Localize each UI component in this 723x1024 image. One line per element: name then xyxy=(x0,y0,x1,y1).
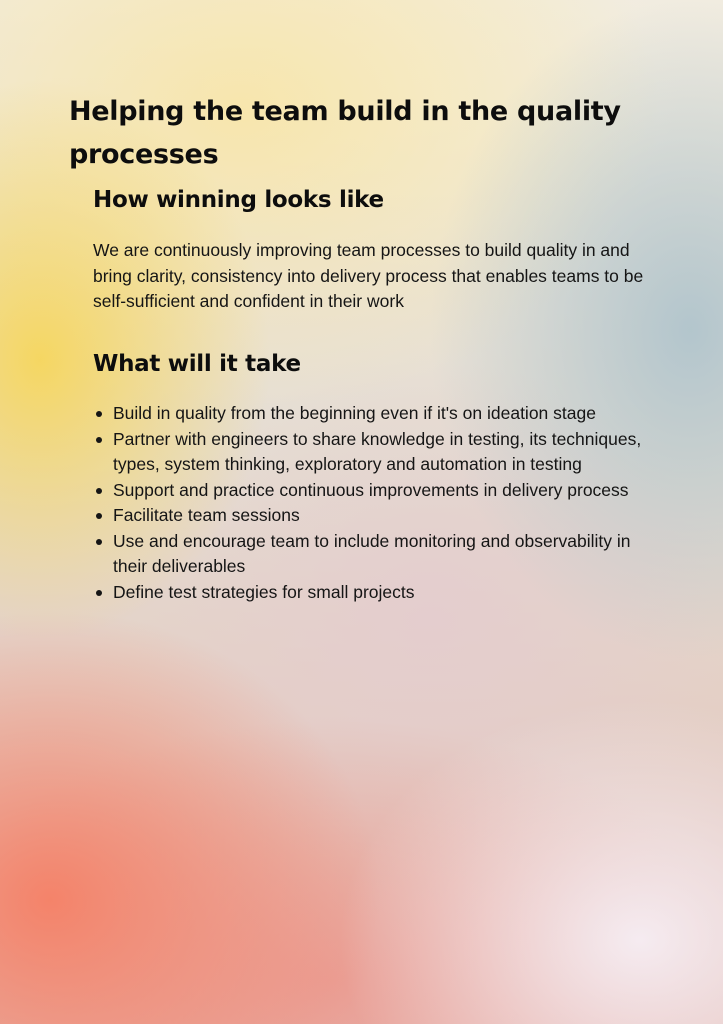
list-item-text: Facilitate team sessions xyxy=(113,505,300,525)
winning-description: We are continuously improving team processes to build quality in and bring clarity, consistency into delivery process that enables teams to be self-sufficient and confident in their work xyxy=(93,240,644,311)
list-item xyxy=(93,529,663,580)
section-heading-winning: How winning looks like xyxy=(93,187,384,213)
list-item-text: Partner with engineers to share knowledge in testing, its techniques, types, system thinking, exploratory and automation in testing xyxy=(113,428,642,474)
list-item-text: Define test strategies for small projects xyxy=(113,581,415,602)
list-item xyxy=(93,580,663,606)
section-heading-what-it-takes: What will it take xyxy=(93,351,301,377)
bullet-icon xyxy=(96,590,102,596)
list-item-text: Build in quality from the beginning even if it's on ideation stage xyxy=(113,403,596,423)
list-item xyxy=(93,427,663,478)
list-item xyxy=(93,401,663,427)
bullet-icon xyxy=(96,488,102,494)
list-item xyxy=(93,503,663,529)
bullet-icon xyxy=(96,437,102,443)
list-item xyxy=(93,478,663,504)
bullet-icon xyxy=(96,513,102,519)
bullet-icon xyxy=(96,539,102,545)
list-item-text: Use and encourage team to include monitoring and observability in their deliverables xyxy=(113,530,631,576)
page-title: Helping the team build in the quality processes xyxy=(69,96,621,170)
bullet-icon xyxy=(96,411,102,417)
list-item-text: Support and practice continuous improvements in delivery process xyxy=(113,479,629,500)
bullet-list xyxy=(93,401,663,605)
